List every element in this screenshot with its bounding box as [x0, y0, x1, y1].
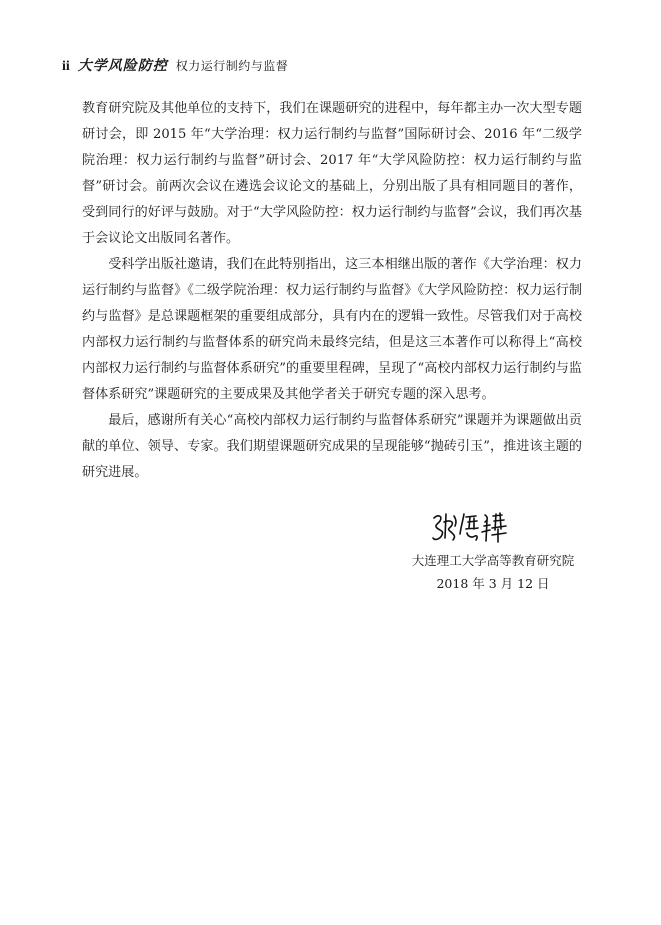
paragraph-3: 最后，感谢所有关心“高校内部权力运行制约与监督体系研究”课题并为课题做出贡献的单位、领导、专家。我们期望课题研究成果的呈现能够“抛砖引玉”，推进该主题的研究进展。 — [82, 413, 582, 480]
page-number: ii — [62, 59, 70, 74]
series-title: 大学风险防控 — [77, 58, 168, 74]
date-line: 2018 年 3 月 12 日 — [436, 576, 550, 591]
paragraph-2: 受科学出版社邀请，我们在此特别指出，这三本相继出版的著作《大学治理：权力运行制约与监督》《二级学院治理：权力运行制约与监督》《大学风险防控：权力运行制约与监督》是总课题框架的重要组成部分，具有内在的逻辑一致性。尽管我们对于高校内部权力运行制约与监督体系的研究尚未最终完结，但是这三本著作可以称得上“高校内部权力运行制约与监督体系研究”的重要里程碑，呈现了“高校内部权力运行制约与监督体系研究”课题研究的主要成果及其他学者关于研究专题的深入思考。 — [82, 257, 582, 402]
handwritten-signature — [430, 508, 520, 546]
organization-name: 大连理工大学高等教育研究院 — [411, 553, 575, 568]
book-subtitle: 权力运行制约与监督 — [175, 59, 289, 73]
paragraph-1: 教育研究院及其他单位的支持下，我们在课题研究的进程中，每年都主办一次大型专题研讨会，即 2015 年“大学治理：权力运行制约与监督”国际研讨会、2016 年“二级学院治理：权力运行制约与监督”研讨会、2017 年“大学风险防控：权力运行制约与监督”研讨会。前两次会议在遴选会议论文的基础上，分别出版了具有相同题目的著作，受到同行的好评与鼓励。对于“大学风险防控：权力运行制约与监督”会议，我们再次基于会议论文出版同名著作。 — [82, 101, 582, 246]
main-text — [82, 96, 582, 486]
running-header — [62, 55, 602, 77]
